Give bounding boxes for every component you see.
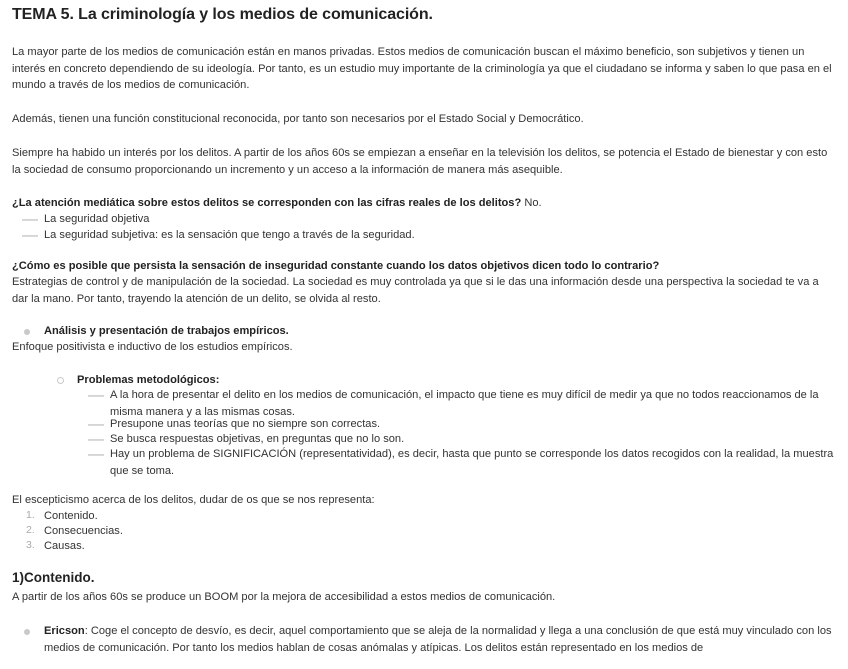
paragraph-strategies: Estrategias de control y de manipulación de la sociedad. La sociedad es muy controlada ya que si le das una información desde una perspectiva la sociedad te va a dar la mano. Por tanto, trayendo la atención de un delito, se olvida al resto.: [12, 276, 819, 305]
dash-bullet-icon: —: [88, 431, 104, 448]
paragraph-function: Además, tienen una función constitucional reconocida, por tanto son necesarios por el Estado Social y Democrático.: [12, 113, 584, 125]
question-text: ¿La atención mediática sobre estos delitos se corresponden con las cifras reales de los delitos?: [12, 197, 522, 209]
list-number: 1.: [26, 509, 35, 521]
section-heading-contenido: 1)Contenido.: [12, 570, 95, 585]
ordered-item: Contenido.: [44, 510, 98, 522]
page-title: TEMA 5. La criminología y los medios de comunicación.: [12, 6, 433, 23]
question-insecurity: ¿Cómo es posible que persista la sensación de inseguridad constante cuando los datos objetivos dicen todo lo contrario?: [12, 260, 660, 272]
list-number: 3.: [26, 539, 35, 551]
dash-bullet-icon: —: [22, 227, 38, 244]
paragraph-approach: Enfoque positivista e inductivo de los estudios empíricos.: [12, 341, 293, 353]
question-answer: No.: [521, 197, 542, 209]
bullet-dot-icon: [24, 629, 30, 635]
dash-bullet-icon: —: [88, 416, 104, 433]
bullet-text: : Coge el concepto de desvío, es decir, aquel comportamiento que se aleja de la normalidad y llega a una conclusión de que está muy vinculado con los medios de comunicación. Por tanto los medios hablan de cosas anómalas y atípicas. Los delitos están representado en los medios de: [44, 625, 832, 654]
ordered-item: Consecuencias.: [44, 525, 123, 537]
bullet-heading-empirical: Análisis y presentación de trabajos empíricos.: [44, 325, 289, 337]
paragraph-history: Siempre ha habido un interés por los delitos. A partir de los años 60s se empiezan a enseñar en la televisión los delitos, se potencia el Estado de bienestar y con esto la sociedad de consumo proporcionando un incremento y un acceso a la información de manera más asequible.: [12, 147, 828, 176]
bullet-circle-icon: [57, 377, 64, 384]
list-item: Hay un problema de SIGNIFICACIÓN (representatividad), es decir, hasta que punto se corresponde los datos recogidos con la realidad, la muestra que se toma.: [110, 448, 834, 477]
dash-bullet-icon: —: [88, 446, 104, 463]
bullet-label: Ericson: [44, 625, 85, 637]
bullet-ericson: [44, 623, 836, 656]
paragraph-skepticism: El escepticismo acerca de los delitos, dudar de os que se nos representa:: [12, 494, 375, 506]
sub-bullet-heading: Problemas metodológicos:: [77, 374, 220, 386]
list-item: La seguridad subjetiva: es la sensación que tengo a través de la seguridad.: [44, 229, 415, 241]
list-item: A la hora de presentar el delito en los medios de comunicación, el impacto que tiene es muy difícil de medir ya que no todos reaccionamos de la misma manera y a las mismas cosas.: [110, 389, 819, 418]
paragraph-intro: La mayor parte de los medios de comunicación están en manos privadas. Estos medios de comunicación buscan el máximo beneficio, son subjetivos y tienen un interés en concreto dependiendo de su ideología. Por tanto, es un estudio muy importante de la criminología ya que el ciudadano se informa y saben lo que pasa en el mundo a través de los medios de comunicación.: [12, 46, 832, 92]
list-item: Se busca respuestas objetivas, en preguntas que no lo son.: [110, 433, 405, 445]
list-item: La seguridad objetiva: [44, 213, 150, 225]
list-number: 2.: [26, 524, 35, 536]
question-media-attention: [12, 195, 836, 212]
ordered-item: Causas.: [44, 540, 85, 552]
paragraph-boom: A partir de los años 60s se produce un BOOM por la mejora de accesibilidad a estos medios de comunicación.: [12, 591, 556, 603]
list-item: Presupone unas teorías que no siempre son correctas.: [110, 418, 381, 430]
bullet-dot-icon: [24, 329, 30, 335]
dash-bullet-icon: —: [88, 387, 104, 404]
dash-bullet-icon: —: [22, 211, 38, 228]
